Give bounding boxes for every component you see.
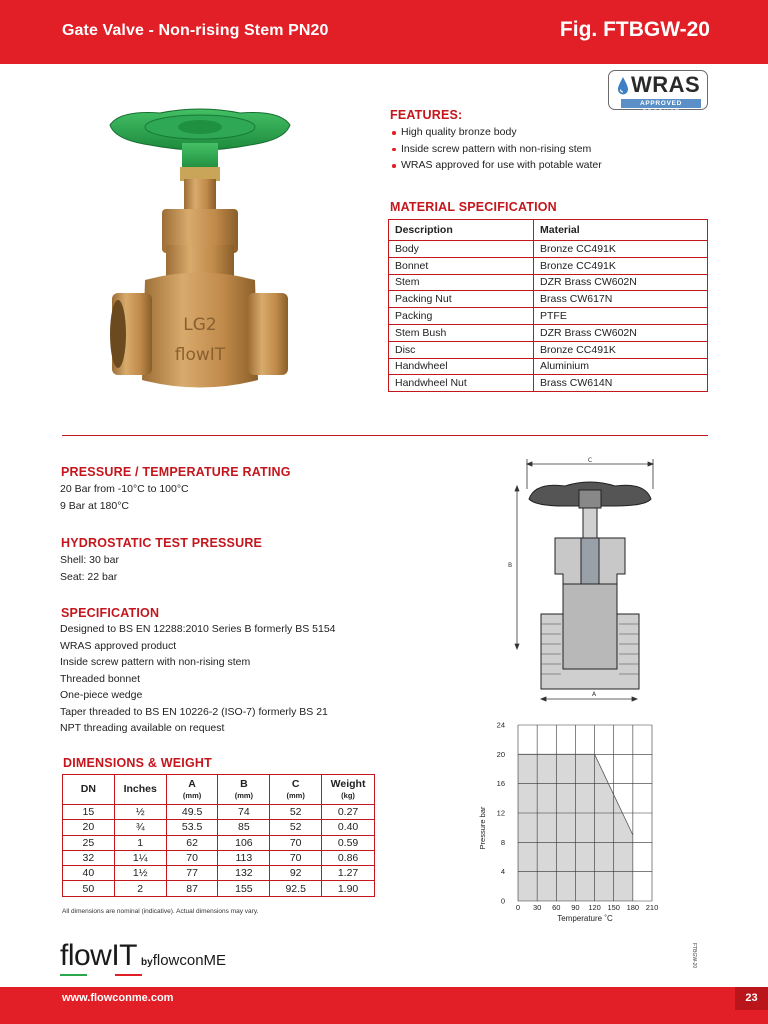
table-cell: 20: [63, 820, 115, 835]
technical-drawing: [505, 454, 675, 709]
column-header: Description: [389, 220, 534, 241]
figure-number: Fig. FTBGW-20: [559, 18, 710, 41]
x-axis-label: Temperature ˚C: [557, 914, 613, 923]
table-cell: 50: [63, 881, 115, 896]
table-cell: 1: [114, 835, 166, 850]
feature-item: High quality bronze body: [392, 124, 602, 141]
table-row: Stem Bush DZR Brass CW602N: [389, 324, 708, 341]
dimensions-body: [63, 805, 375, 897]
table-row: Body Bronze CC491K: [389, 241, 708, 258]
bullet-icon: [392, 164, 396, 168]
spec-heading: SPECIFICATION: [61, 606, 160, 620]
table-row: [63, 850, 375, 865]
table-cell: 70: [166, 850, 218, 865]
dim-label-c: C: [587, 457, 593, 464]
material-table: [388, 219, 708, 392]
table-cell: 106: [218, 835, 270, 850]
y-axis-label: Pressure bar: [478, 806, 487, 850]
x-tick-label: 120: [588, 903, 601, 912]
cast-text-brand: flowIT: [174, 345, 226, 365]
wras-badge: [608, 70, 708, 116]
italian-flag-underline: [60, 974, 142, 976]
bullet-icon: [392, 148, 396, 152]
x-tick-label: 150: [607, 903, 620, 912]
column-header: A (mm): [166, 775, 218, 805]
table-cell: 155: [218, 881, 270, 896]
header-bar: [0, 0, 768, 64]
table-row: [63, 866, 375, 881]
x-tick-label: 60: [552, 903, 561, 912]
bullet-icon: [392, 131, 396, 135]
y-tick-label: 4: [500, 867, 505, 877]
cast-text-lg2: LG2: [183, 315, 217, 335]
pressure-text: 20 Bar from -10°C to 100°C 9 Bar at 180°C: [60, 483, 189, 512]
x-tick-label: 180: [626, 903, 640, 912]
table-cell: 52: [270, 805, 322, 820]
brand-flowit: flowIT: [60, 939, 138, 972]
feature-item: Inside screw pattern with non-rising stem: [392, 141, 602, 158]
table-cell: 1.27: [322, 866, 375, 881]
table-cell: 0.27: [322, 805, 375, 820]
column-header: Weight (kg): [322, 775, 375, 805]
pressure-heading: PRESSURE / TEMPERATURE RATING: [61, 465, 291, 479]
table-cell: 0.86: [322, 850, 375, 865]
dim-label-a: A: [591, 691, 597, 698]
table-cell: 132: [218, 866, 270, 881]
table-row: Packing Nut Brass CW617N: [389, 291, 708, 308]
column-header: Inches: [114, 775, 166, 805]
features-heading: FEATURES:: [390, 108, 463, 122]
y-tick-label: 24: [496, 720, 505, 730]
dimensions-heading: DIMENSIONS & WEIGHT: [63, 756, 212, 770]
table-row: Stem DZR Brass CW602N: [389, 274, 708, 291]
table-cell: 62: [166, 835, 218, 850]
y-tick-label: 8: [500, 837, 505, 847]
table-row: Handwheel Aluminium: [389, 358, 708, 375]
wras-word: WRAS: [631, 72, 701, 97]
website-link[interactable]: www.flowconme.com: [62, 992, 174, 1004]
dimensions-table: [62, 774, 375, 897]
table-cell: ½: [114, 805, 166, 820]
water-drop-icon: [616, 76, 630, 96]
table-cell: 92.5: [270, 881, 322, 896]
spec-text: Designed to BS EN 12288:2010 Series B formerly BS 5154 WRAS approved product Inside screw pattern with non-rising stem Threaded bonnet One-piece wedge Taper threaded to BS EN 10226-2 (ISO-7) formerly BS 21 NPT threading available on request: [60, 623, 336, 734]
table-cell: 49.5: [166, 805, 218, 820]
table-cell: 25: [63, 835, 115, 850]
table-row: Bonnet Bronze CC491K: [389, 257, 708, 274]
table-row: [63, 805, 375, 820]
page-title: Gate Valve - Non-rising Stem PN20: [62, 22, 329, 39]
table-cell: 32: [63, 850, 115, 865]
brand-logo: [60, 939, 226, 979]
table-cell: 1½: [114, 866, 166, 881]
table-cell: 85: [218, 820, 270, 835]
valve-photo: [100, 105, 300, 405]
brand-flowconme: flowconME: [152, 952, 227, 969]
material-heading: MATERIAL SPECIFICATION: [390, 200, 557, 214]
table-cell: 1¼: [114, 850, 166, 865]
table-row: Handwheel Nut Brass CW614N: [389, 375, 708, 392]
table-cell: 1.90: [322, 881, 375, 896]
dim-label-b: B: [507, 562, 513, 569]
table-row: [63, 835, 375, 850]
table-cell: 52: [270, 820, 322, 835]
x-tick-label: 90: [571, 903, 580, 912]
feature-item: WRAS approved for use with potable water: [392, 157, 602, 174]
table-cell: 53.5: [166, 820, 218, 835]
pressure-temperature-chart: [470, 717, 680, 932]
table-cell: 92: [270, 866, 322, 881]
table-cell: 74: [218, 805, 270, 820]
table-cell: 15: [63, 805, 115, 820]
brand-by: by: [141, 957, 153, 968]
column-header: DN: [63, 775, 115, 805]
table-cell: ¾: [114, 820, 166, 835]
y-tick-label: 20: [496, 749, 505, 759]
features-list: [392, 124, 602, 174]
table-cell: 113: [218, 850, 270, 865]
table-cell: 87: [166, 881, 218, 896]
table-row: Packing PTFE: [389, 308, 708, 325]
table-row: [63, 881, 375, 896]
table-row: Disc Bronze CC491K: [389, 341, 708, 358]
column-header: B (mm): [218, 775, 270, 805]
y-tick-label: 0: [500, 896, 505, 906]
document-code: FTBGW-20: [691, 943, 697, 969]
column-header: Material: [534, 220, 708, 241]
x-tick-label: 30: [532, 903, 542, 912]
table-cell: 70: [270, 850, 322, 865]
wras-sub: APPROVED PRODUCT: [621, 99, 701, 108]
y-tick-label: 12: [496, 808, 505, 818]
y-tick-label: 16: [496, 779, 505, 789]
footer-bar: [0, 987, 768, 1024]
table-cell: 2: [114, 881, 166, 896]
section-divider: [62, 435, 708, 436]
page-number: 23: [735, 987, 768, 1010]
column-header: C (mm): [270, 775, 322, 805]
hydro-heading: HYDROSTATIC TEST PRESSURE: [61, 536, 263, 550]
x-tick-label: 210: [645, 903, 659, 912]
dimensions-note: All dimensions are nominal (indicative). Actual dimensions may vary.: [62, 908, 259, 915]
table-cell: 77: [166, 866, 218, 881]
table-cell: 40: [63, 866, 115, 881]
table-cell: 0.40: [322, 820, 375, 835]
table-header-row: [63, 775, 375, 805]
table-header-row: [389, 220, 708, 241]
table-row: [63, 820, 375, 835]
table-cell: 70: [270, 835, 322, 850]
hydro-text: Shell: 30 bar Seat: 22 bar: [60, 554, 119, 583]
table-cell: 0.59: [322, 835, 375, 850]
x-tick-label: 0: [515, 903, 521, 912]
